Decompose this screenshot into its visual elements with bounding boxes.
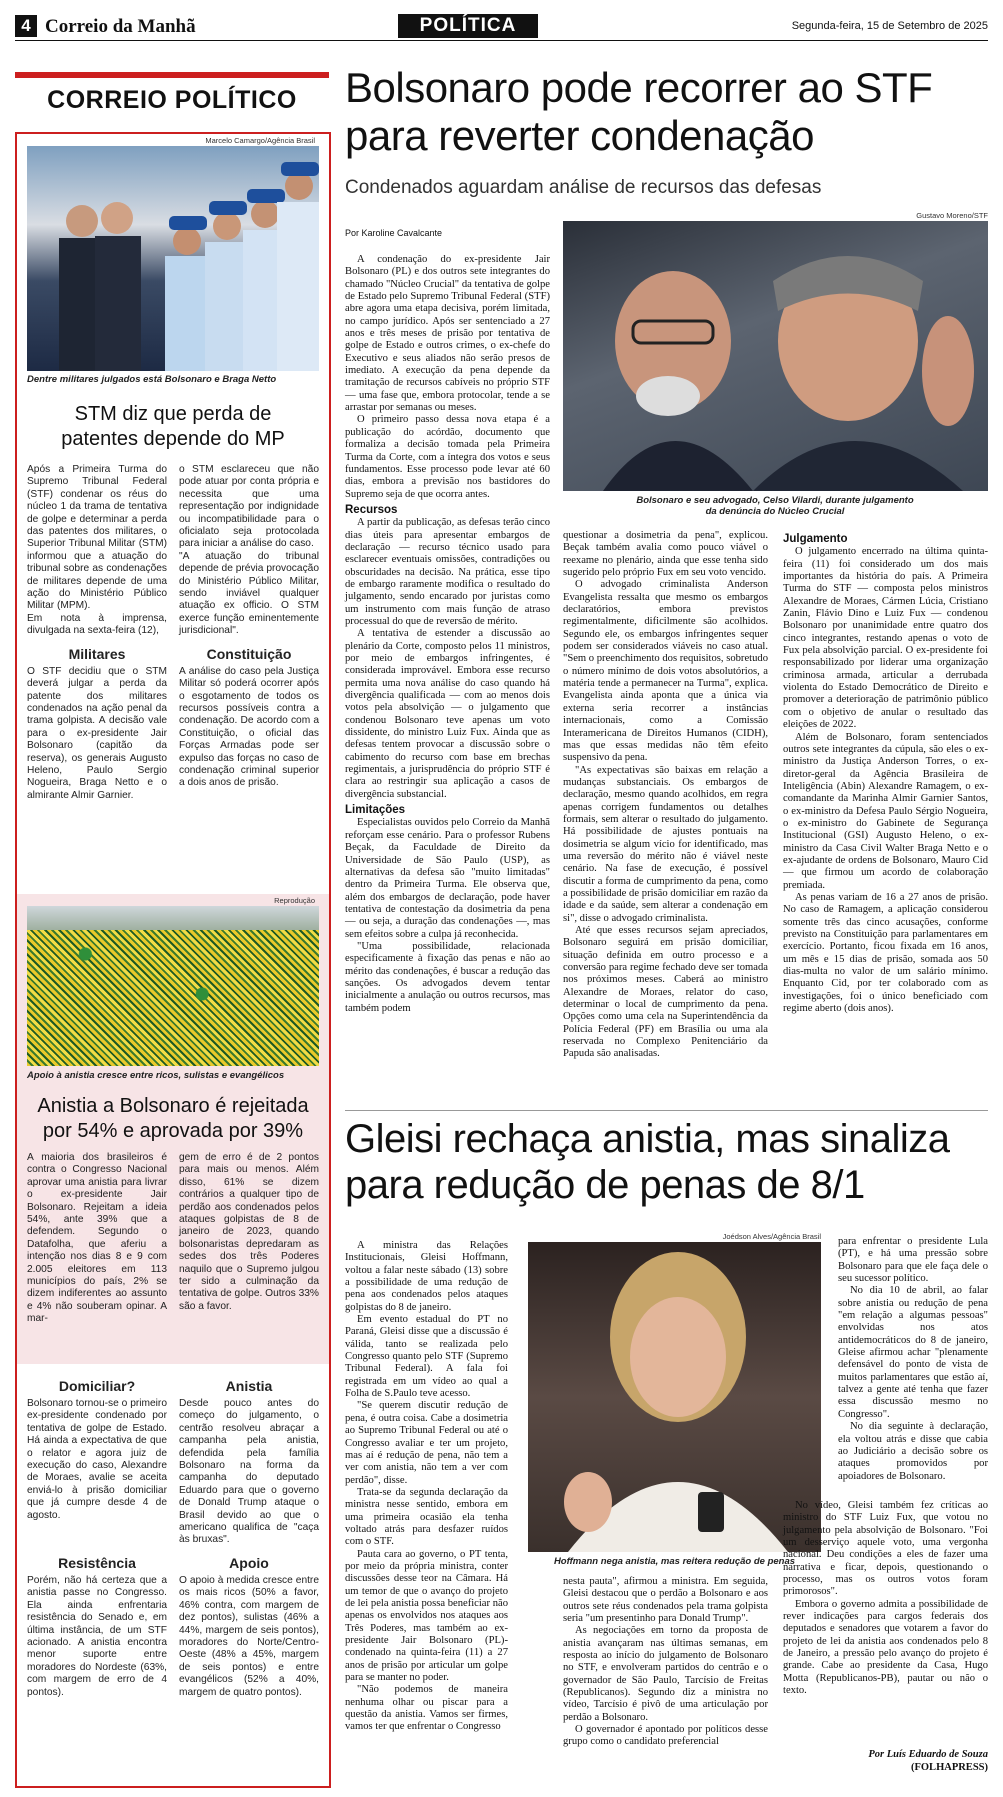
sidebar-top-rule [15, 72, 329, 78]
issue-date: Segunda-feira, 15 de Setembro de 2025 [791, 20, 988, 32]
author-signature: Por Luís Eduardo de Souza (FOLHAPRESS) [868, 1749, 988, 1773]
photo-credit: Gustavo Moreno/STF [916, 211, 988, 220]
gleisi-photo [528, 1242, 821, 1552]
page-number: 4 [15, 15, 37, 37]
page-header [15, 14, 988, 41]
article-column-2: nesta pauta", afirmou a ministra. Em seguida, Gleisi destacou que o perdão a Bolsonaro e aos outros sete réus condenados pela trama golpista seria "um presentinho para Donald Trump". As negociações em torno da proposta de anistia avançaram nas últimas semanas, em resposta ao início do julgamento de Bolsonaro no STF, e envolveram partidos do centrão e o governador de São Paulo, Tarcísio de Freitas (Republicanos). Segundo diz a ministra no vídeo, Tarcísio é pivô de uma articulação por perdão a Bolsonaro. O governador é apontado por políticos desse grupo como o candidato preferencial [563, 1576, 768, 1748]
story-headline: Anistia a Bolsonaro é rejeitada por 54% e aprovada por 39% [37, 1095, 309, 1142]
sidebar-title: CORREIO POLÍTICO [47, 86, 297, 114]
military-photo [27, 146, 319, 371]
article-headline: Bolsonaro pode recorrer ao STF para reverter condenação [345, 64, 933, 159]
photo-credit: Reprodução [274, 896, 315, 905]
sidebar-box [15, 132, 331, 1788]
poll-section [17, 894, 329, 1364]
story-column-2: o STM esclareceu que não pode atuar por conta própria e necessita que uma representação por indignidade ou incompatibilidade para o oficialato seja protocolada para iniciar a análise do caso. "A atuação do tribunal depende de prévia provocação do Ministério Público Militar, sendo inviável qualquer atuação ex officio. O STM exerce função eminentemente jurisdicional". [179, 464, 319, 637]
subsection-resistencia: Resistência Porém, não há certeza que a anistia passe no Congresso. Ela ainda enfrentaria resistência do Senado e, em última instância, de um STF acionado. A anistia encontra menor suporte entre moradores do Nordeste (63%, com margem de erro de 4 pontos). [27, 1554, 167, 1698]
subsection-apoio: Apoio O apoio à medida cresce entre os mais ricos (50% a favor, 46% contra, com margem de dez pontos), sulistas (46% a 44%, margem de seis pontos), moradores do Norte/Centro-Oeste (48% a 45%, margem de seis pontos) e entre evangélicos (52% a 40%, margem de quatro pontos). [179, 1554, 319, 1698]
photo-caption: Apoio à anistia cresce entre ricos, sulistas e evangélicos [27, 1070, 285, 1081]
bolsonaro-lawyer-photo [563, 221, 988, 491]
story-body: A maioria dos brasileiros é contra o Congresso Nacional aprovar uma anistia para livrar o ex-presidente Jair Bolsonaro. Rejeitam a ideia 54%, ante 39% que a defendem. Segundo o Datafolha, que aferiu a intenção nos dias 8 e 9 com 2.005 eleitores em 113 municípios do país, 2% se dizem indiferentes ao assunto e 4% não souberam opinar. A mar- gem de erro é de 2 pontos para mais ou menos. Além disso, 61% se dizem contrários a qualquer tipo de perdão aos condenados pelos ataques golpistas de 8 de janeiro de 2023, quando bolsonaristas depredaram as sedes dos três Poderes naquilo que o Supremo julgou ter sido a culminação da tentativa de golpe. Outros 33% são a favor. [27, 1152, 319, 1325]
article-column-3-continued: No vídeo, Gleisi também fez críticas ao ministro do STF Luiz Fux, que votou no julgamento pela absolvição de Bolsonaro. "Foi um desserviço aquele voto, uma vergonha nacional. Deu condições a eles de fazer uma narrativa e ficar, depois, questionando o processo, mas os outros votos foram primorosos". Embora o governo admita a possibilidade de rever indicações para cargos federais dos deputados e senadores que votarem a favor do projeto de lei da anistia aos condenados pelo 8 de Janeiro, a pressão pelo avanço do projeto é grande. Cabe ao presidente da Casa, Hugo Motta (Republicanos-PB), pautar ou não o texto. [783, 1500, 988, 1697]
photo-caption: Bolsonaro e seu advogado, Celso Vilardi, durante julgamento da denúncia do Núcleo Crucial [636, 495, 914, 517]
article-divider [345, 1110, 988, 1111]
section-label: POLÍTICA [398, 14, 538, 38]
article-headline: Gleisi rechaça anistia, mas sinaliza para redução de penas de 8/1 [345, 1117, 950, 1207]
article-column-1: A condenação do ex-presidente Jair Bolsonaro (PL) e dos outros sete integrantes do chamado "Núcleo Crucial" da tentativa de golpe de Estado pelo Supremo Tribunal Federal (STF) abre agora uma etapa decisiva, porém limitada, no campo jurídico. Após ser sentenciado a 27 anos e três meses de prisão por tentativa de golpe de Estado e outros crimes, o ex-chefe do Executivo e seus aliados não serão presos de imediato. A execução da pena depende da tramitação de recursos cabíveis no próprio STF — uma fase que, embora protocolar, tende a se arrastar por semanas ou meses. O primeiro passo dessa nova etapa é a publicação do acórdão, documento que formaliza a decisão tomada pela Primeira Turma da Corte, com a íntegra dos votos e seus fundamentos. Esse processo pode levar até 60 dias, embora a previsão nos bastidores do Supremo seja de que ocorra antes. Recursos A partir da publicação, as defesas terão cinco dias úteis para apresentar embargos de declaração — recurso técnico usado para esclarecer eventuais omissões, contradições ou obscuridades na decisão. Na prática, esse tipo de embargo raramente modifica o resultado do julgamento, sendo encarado por juristas como um instrumento com mais função de atraso processual do que de reversão de mérito. A tentativa de estender a discussão ao plenário da Corte, composto pelos 11 ministros, por meio de embargos infringentes, é considerada improvável. Embora esse recurso permita uma nova análise do caso quando há divergência qualificada — com ao menos dois votos pela absolvição — o julgamento que condenou Bolsonaro teve apenas um voto dissidente, do ministro Luiz Fux. Ainda que as defesas tentem provocar a discussão sobre o cabimento do recurso com base em brechas regimentais, a jurisprudência do próprio STF é clara ao restringir sua aplicação a casos de divergência substancial. Limitações Especialistas ouvidos pelo Correio da Manhã reforçam esse cenário. Para o professor Rubens Beçak, da Faculdade de Direito da Universidade de São Paulo (USP), as alternativas da defesa são "muito limitadas" dentro da Primeira Turma. Ele observa que, além dos embargos de declaração, pode haver tentativa de contestação da dosimetria da pena — ou seja, a duração das condenações —, mas sem efeitos sobre a culpa já reconhecida. "Uma possibilidade, relacionada especificamente à fixação das penas e não ao mérito das condenações, é buscar a redução das sanções. Os advogados devem tentar inicialmente a anulação ou outros recursos, mas também podem [345, 254, 550, 1014]
subheading-recursos: Recursos [345, 503, 398, 516]
sidebar-bottom-body [27, 1374, 319, 1699]
paper-name: Correio da Manhã [45, 16, 196, 37]
article-column-1: A ministra das Relações Institucionais, Gleisi Hoffmann, voltou a falar neste sábado (13) sobre a possibilidade de uma redução de pena aos condenados pelos ataques golpistas do 8 de janeiro. Em evento estadual do PT no Paraná, Gleisi disse que a discussão é válida, tanto se realizada pelo Congresso quanto pelo STF (Supremo Tribunal Federal). A fala foi registrada em um vídeo ao qual a Folha de S.Paulo teve acesso. "Se querem discutir redução de pena, é outra coisa. Cabe a dosimetria ao Supremo Tribunal Federal ou até o Congresso avaliar e ter um projeto, mas aí é redução de pena, não tem a ver com anistia, não tem a ver com perdão", disse. Trata-se da segunda declaração da ministra nesse sentido, embora em uma primeira ocasião ela tenha voltado atrás para desfazer ruídos com o STF. Pauta cara ao governo, o PT tenta, por meio da própria ministra, conter discussões desse teor na Câmara. Há um temor de que o avanço do projeto de lei pela anistia possa beneficiar não apenas os envolvidos nos ataques aos Três Poderes, mas também ao ex-presidente Jair Bolsonaro (PL)-condenado na quinta-feira (11) a 27 anos de prisão por articular um golpe para se manter no poder. "Não podemos de maneira nenhuma olhar ou piscar para a questão da anistia. Vamos ser firmes, vamos ter que enfrentar o Congresso [345, 1240, 508, 1733]
story-column-1: Após a Primeira Turma do Supremo Tribunal Federal (STF) condenar os réus do núcleo 1 da trama de tentativa de golpe e determinar a perda das patentes dos militares, o Superior Tribunal Militar (STM) informou que a atuação do tribunal sobre as condenações de militares depende de uma ação do Ministério Público Militar (MPM). Em nota à imprensa, divulgada na sexta-feira (12), [27, 464, 167, 637]
story-headline: STM diz que perda de patentes depende do MP [61, 403, 285, 450]
photo-credit: Joédson Alves/Agência Brasil [722, 1232, 821, 1241]
subsection-domiciliar: Domiciliar? Bolsonaro tornou-se o primeiro ex-presidente condenado por tentativa de golpe de Estado. Há ainda a expectativa de que o relator e agora juiz de execução do caso, Alexandre de Moraes, avalie se aceita enviá-lo à prisão domiciliar que já cumpre desde 4 de agosto. [27, 1378, 167, 1521]
article-column-2: questionar a dosimetria da pena", explicou. Beçak também avalia como pouco viável o reexame no plenário, ainda que esse tenha sido sugerido pelo próprio Fux em seu voto vencido. O advogado criminalista Anderson Evangelista ressalta que mesmo os embargos declaratórios, embora previstos regimentalmente, dificilmente são acolhidos. Segundo ele, os embargos infringentes sequer podem ser considerados viáveis no caso atual. "Sem o preenchimento dos requisitos, sobretudo o número mínimo de dois votos absolutórios, a matéria tende a permanecer na Turma", explica. Evangelista ainda aponta que a única via externa seria recorrer a instâncias internacionais, como a Comissão Interamericana de Direitos Humanos (CIDH), mas que essas medidas não têm efeito suspensivo da pena. "As expectativas são baixas em relação a mudanças substanciais. Os embargos de declaração, mesmo quando acolhidos, em regra apenas corrigem fundamentos ou detalhes formais, sem alterar o resultado do julgamento. Há possibilidade de ajustes pontuais na dosimetria se algum vício for identificado, mas uma reversão do mérito não é viável neste cenário. Na fase de execução, é possível discutir a forma de cumprimento da pena, como a possibilidade de prisão domiciliar em razão da idade e da saúde, sem alterar a condenação em si", disse o advogado criminalista. Até que esses recursos sejam apreciados, Bolsonaro seguirá em prisão domiciliar, situação definida em outro processo e a conversão para regime fechado deve ser tomada nos próximos meses. Caberá ao ministro Alexandre de Moraes, relator do caso, determinar o local de cumprimento da pena. Opções como uma cela na Superintendência da Polícia Federal (PF) em Brasília ou uma ala reservada no Complexo Penitenciário da Papuda são analisadas. [563, 530, 768, 1060]
subsection-militares: Militares O STF decidiu que o STM deverá julgar a perda da patente dos militares condenados na ação penal da trama golpista. A decisão vale para o ex-presidente Jair Bolsonaro (capitão da reserva), os generais Augusto Heleno, Paulo Sergio Nogueira, Braga Netto e o almirante Almir Garnier. [27, 645, 167, 801]
story-body [27, 464, 319, 802]
photo-credit: Marcelo Camargo/Agência Brasil [205, 136, 315, 145]
subsection-constituicao: Constituição A análise do caso pela Justiça Militar só poderá ocorrer após o esgotamento de todos os recursos possíveis contra a condenação. De acordo com a Constituição, o oficial das Forças Armadas pode ser expulso das forças no caso de condenação criminal superior a dois anos de prisão. [179, 645, 319, 789]
photo-caption: Dentre militares julgados está Bolsonaro e Braga Netto [27, 374, 277, 385]
photo-caption: Hoffmann nega anistia, mas reitera redução de penas [553, 1556, 796, 1567]
subheading-julgamento: Julgamento [783, 533, 848, 545]
subsection-anistia: Anistia Desde pouco antes do começo do julgamento, o centrão resolveu abraçar a campanha pela anistia, defendida pela família Bolsonaro na forma da campanha do deputado Eduardo para que o governo de Donald Trump ataque o Brasil devido ao que o americano qualifica de "caça às bruxas". [179, 1378, 319, 1546]
byline: Por Karoline Cavalcante [345, 228, 443, 238]
article-subheadline: Condenados aguardam análise de recursos das defesas [345, 177, 822, 198]
protest-photo [27, 906, 319, 1066]
article-column-3: para enfrentar o presidente Lula (PT), e há uma pressão sobre Bolsonaro para que ele faça dele o seu sucessor político. No dia 10 de abril, ao falar sobre anistia ou redução de pena "em relação a algumas pessoas" envolvidas nos atos antidemocráticos do 8 de janeiro, Gleise afirmou achar "plenamente defensável do ponto de vista de muitos parlamentares que estão aí, talvez a gente até tenha que fazer essa discussão mesmo no Congresso". No dia seguinte à declaração, ela voltou atrás e disse que cabia ao Judiciário a decisão sobre os ataques promovidos por apoiadores de Bolsonaro. [838, 1236, 988, 1482]
subheading-limitacoes: Limitações [345, 804, 406, 817]
article-column-3: Julgamento O julgamento encerrado na última quinta-feira (11) foi considerado um dos mais importantes da história do país. A Primeira Turma do STF — composta pelos ministros Alexandre de Moraes, Cármen Lúcia, Cristiano Zanin, Flávio Dino e Luiz Fux — condenou Bolsonaro por unanimidade entre quatro dos cinco integrantes, restando apenas o voto de Fux pela absolvição parcial. O ex-presidente foi responsabilizado por liderar uma organização criminosa armada, articular a derrubada violenta do Estado Democrático de Direito e promover a deterioração de patrimônio público com o objetivo de anular o resultado das eleições de 2022. Além de Bolsonaro, foram sentenciados outros sete integrantes da cúpula, são eles o ex-ministro da Justiça Anderson Torres, o ex-diretor-geral da Agência Brasileira de Inteligência (Abin) Alexandre Ramagem, o ex-comandante da Marinha Almir Garnier Santos, o ex-ministro da Defesa Paulo Sérgio Nogueira, o ex-ministro do Gabinete de Segurança Institucional (GSI) Augusto Heleno, o ex-ministro da Casa Civil Walter Braga Netto e o ex-ajudante de ordens de Bolsonaro, Mauro Cid — que firmou um acordo de colaboração premiada. As penas variam de 16 a 27 anos de prisão. No caso de Ramagem, a aplicação considerou somente três das cinco acusações, conforme previsto na Constituição para parlamentares em exercício. Portanto, ficou fixada em 16 anos, um mês e 15 dias de prisão, somada aos 50 dias-multa no valor de um salário mínimo. Enquanto Cid, por ter colaborado com as investigações, foi o único beneficiado com regime aberto (dois anos). [783, 533, 988, 1015]
